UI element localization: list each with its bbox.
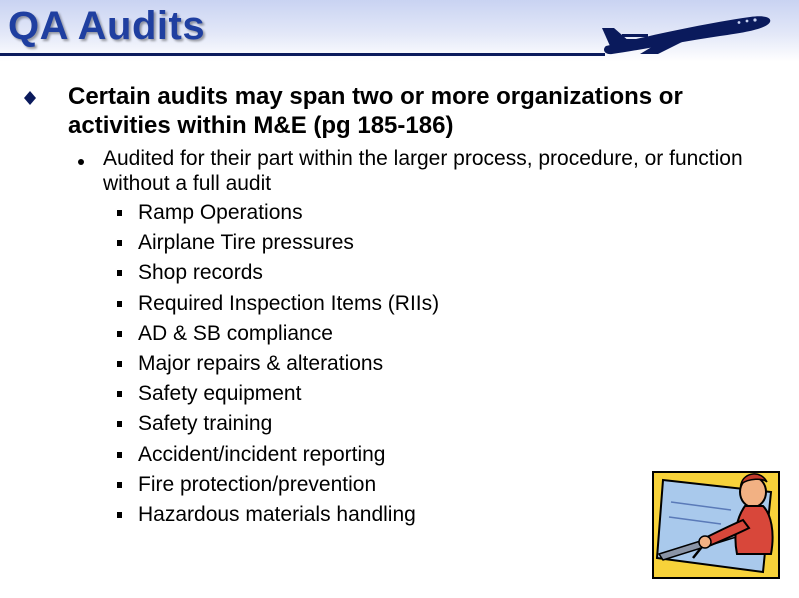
list-item-label: Fire protection/prevention xyxy=(138,472,377,496)
list-item-label: Hazardous materials handling xyxy=(138,502,416,526)
airplane-icon xyxy=(600,8,775,58)
list-item-label: Accident/incident reporting xyxy=(138,442,386,466)
list-item xyxy=(114,289,439,319)
list-item xyxy=(114,349,439,379)
list-item-label: Safety equipment xyxy=(138,382,302,406)
square-bullet-icon xyxy=(117,270,122,276)
square-bullet-icon xyxy=(117,391,122,397)
square-bullet-icon xyxy=(117,512,122,518)
square-bullet-icon xyxy=(117,240,122,246)
list-item xyxy=(114,440,439,470)
man-at-drafting-table-illustration xyxy=(641,462,791,592)
audit-items-list xyxy=(114,198,439,530)
list-item-label: Ramp Operations xyxy=(138,201,303,224)
diamond-bullet-icon xyxy=(24,91,36,105)
list-item-label: Required Inspection Items (RIIs) xyxy=(138,291,440,315)
list-item xyxy=(114,409,439,439)
slide-title: QA Audits xyxy=(8,4,206,48)
list-item xyxy=(114,379,439,409)
square-bullet-icon xyxy=(117,452,122,458)
list-item xyxy=(114,500,439,530)
square-bullet-icon xyxy=(117,361,122,367)
main-bullet-text: Certain audits may span two or more organizations or activities within M&E (pg 185-186) xyxy=(68,83,683,139)
list-item-label: Safety training xyxy=(138,412,273,436)
title-underline xyxy=(0,53,605,56)
square-bullet-icon xyxy=(117,421,122,427)
round-bullet-icon xyxy=(78,159,84,165)
list-item-label: Major repairs & alterations xyxy=(138,351,384,375)
list-item xyxy=(114,470,439,500)
sub-bullet-text: Audited for their part within the larger process, procedure, or function without a full audit xyxy=(103,147,743,195)
list-item xyxy=(114,228,439,258)
square-bullet-icon xyxy=(117,301,122,307)
square-bullet-icon xyxy=(117,210,122,216)
list-item-label: Shop records xyxy=(138,261,263,285)
list-item xyxy=(114,198,439,228)
square-bullet-icon xyxy=(117,331,122,337)
list-item-label: Airplane Tire pressures xyxy=(138,231,354,255)
list-item xyxy=(114,258,439,288)
square-bullet-icon xyxy=(117,482,122,488)
list-item-label: AD & SB compliance xyxy=(138,321,333,345)
list-item xyxy=(114,319,439,349)
